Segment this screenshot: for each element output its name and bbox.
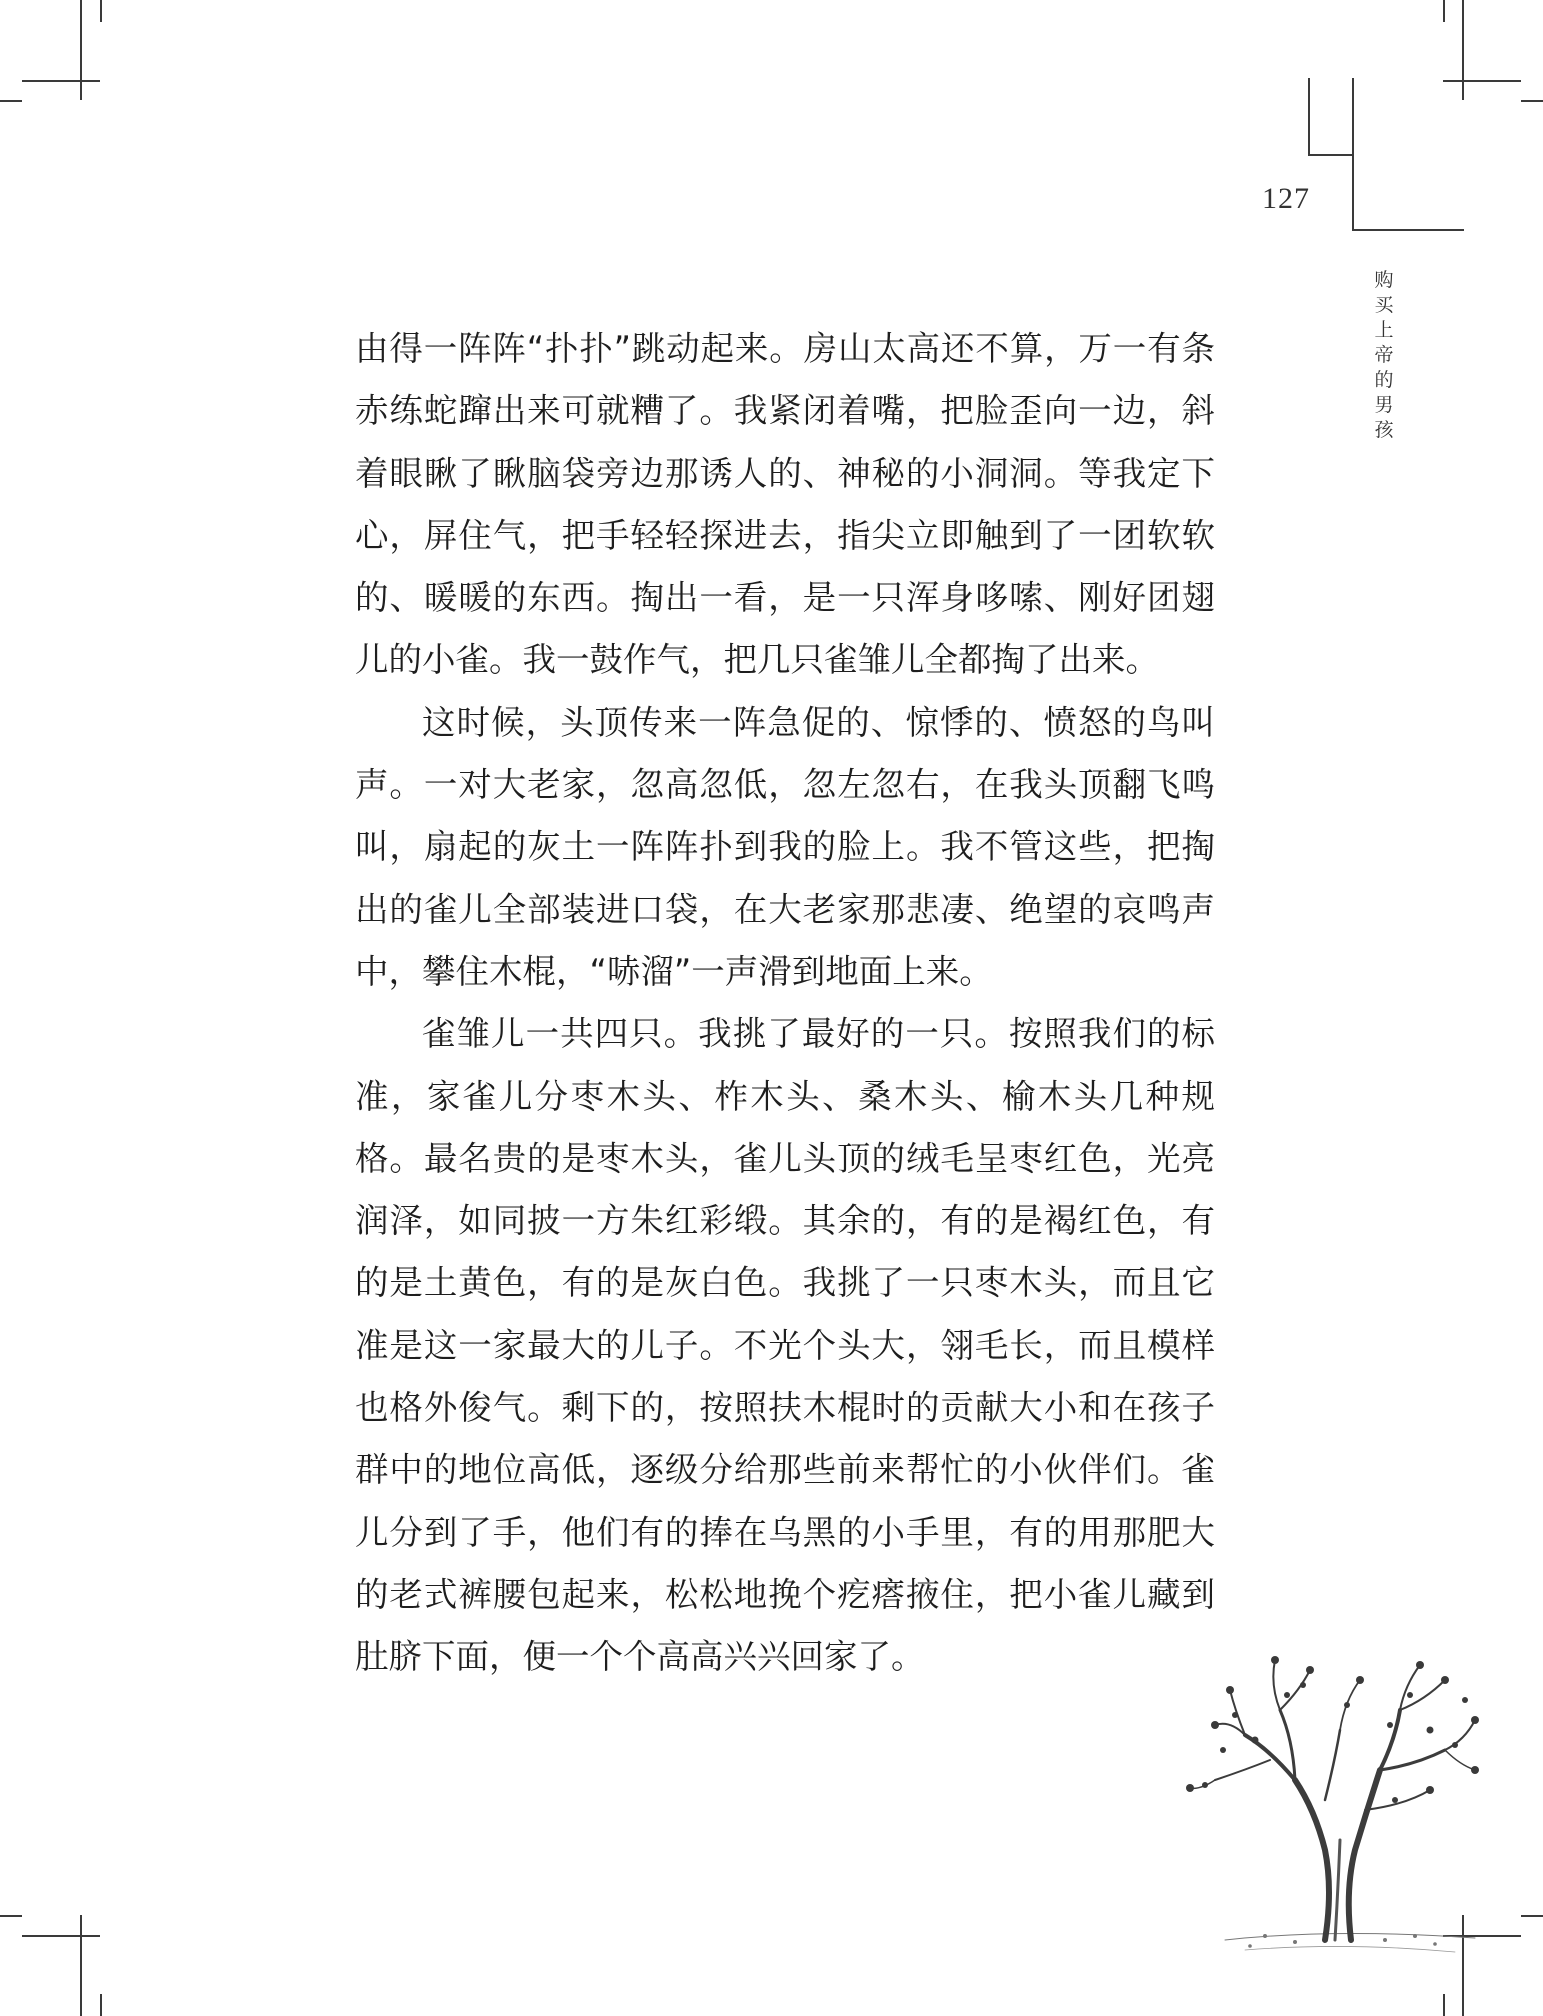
- crop-mark: [100, 0, 102, 22]
- paragraph: 雀雏儿一共四只。我挑了最好的一只。按照我们的标准，家雀儿分枣木头、柞木头、桑木头、榆木头几种规格。最名贵的是枣木头，雀儿头顶的绒毛呈枣红色，光亮润泽，如同披一方朱红彩缎。其余的，有的是褐红色，有的是土黄色，有的是灰白色。我挑了一只枣木头，而且它准是这一家最大的儿子。不光个头大，翎毛长，而且模样也格外俊气。剩下的，按照扶木棍时的贡献大小和在孩子群中的地位高低，逐级分给那些前来帮忙的小伙伴们。雀儿分到了手，他们有的捧在乌黑的小手里，有的用那肥大的老式裤腰包起来，松松地挽个疙瘩掖住，把小雀儿藏到肚脐下面，便一个个高高兴兴回家了。: [355, 1014, 1215, 1677]
- crop-mark: [80, 0, 82, 100]
- body-text: [355, 318, 1215, 1689]
- running-title: [1367, 268, 1401, 443]
- running-title-char: 帝: [1374, 344, 1394, 366]
- running-title-char: 男: [1374, 394, 1394, 416]
- crop-mark: [22, 80, 100, 82]
- running-title-char: 购: [1374, 269, 1394, 291]
- paragraph: 这时候，头顶传来一阵急促的、惊悸的、愤怒的鸟叫声。一对大老家，忽高忽低，忽左忽右，在我头顶翻飞鸣叫，扇起的灰土一阵阵扑到我的脸上。我不管这些，把掏出的雀儿全部装进口袋，在大老家那悲凄、绝望的哀鸣声中，攀住木棍，“哧溜”一声滑到地面上来。: [355, 702, 1215, 991]
- header-rule: [1308, 154, 1353, 156]
- crop-mark: [1521, 1915, 1543, 1917]
- crop-mark: [1443, 80, 1521, 82]
- crop-mark: [100, 1994, 102, 2016]
- paragraph: 由得一阵阵“扑扑”跳动起来。房山太高还不算，万一有条赤练蛇蹿出来可就糟了。我紧闭着嘴，把脸歪向一边，斜着眼瞅了瞅脑袋旁边那诱人的、神秘的小洞洞。等我定下心，屏住气，把手轻轻探进去，指尖立即触到了一团软软的、暖暖的东西。掏出一看，是一只浑身哆嗦、刚好团翅儿的小雀。我一鼓作气，把几只雀雏儿全都掏了出来。: [355, 329, 1215, 680]
- running-title-char: 上: [1374, 319, 1394, 341]
- running-title-char: 买: [1374, 294, 1394, 316]
- crop-mark: [1462, 0, 1464, 100]
- crop-mark: [0, 100, 22, 102]
- running-title-char: 孩: [1374, 419, 1394, 441]
- crop-mark: [80, 1915, 82, 2016]
- crop-mark: [22, 1935, 100, 1937]
- tree-illustration: [1175, 1640, 1495, 1970]
- crop-mark: [1443, 1994, 1445, 2016]
- crop-mark: [1521, 100, 1543, 102]
- page-number: 127: [1262, 182, 1310, 215]
- running-title-char: 的: [1374, 369, 1394, 391]
- header-rule: [1308, 78, 1310, 155]
- header-rule: [1352, 78, 1354, 230]
- crop-mark: [1443, 0, 1445, 22]
- header-rule: [1352, 229, 1464, 231]
- crop-mark: [0, 1915, 22, 1917]
